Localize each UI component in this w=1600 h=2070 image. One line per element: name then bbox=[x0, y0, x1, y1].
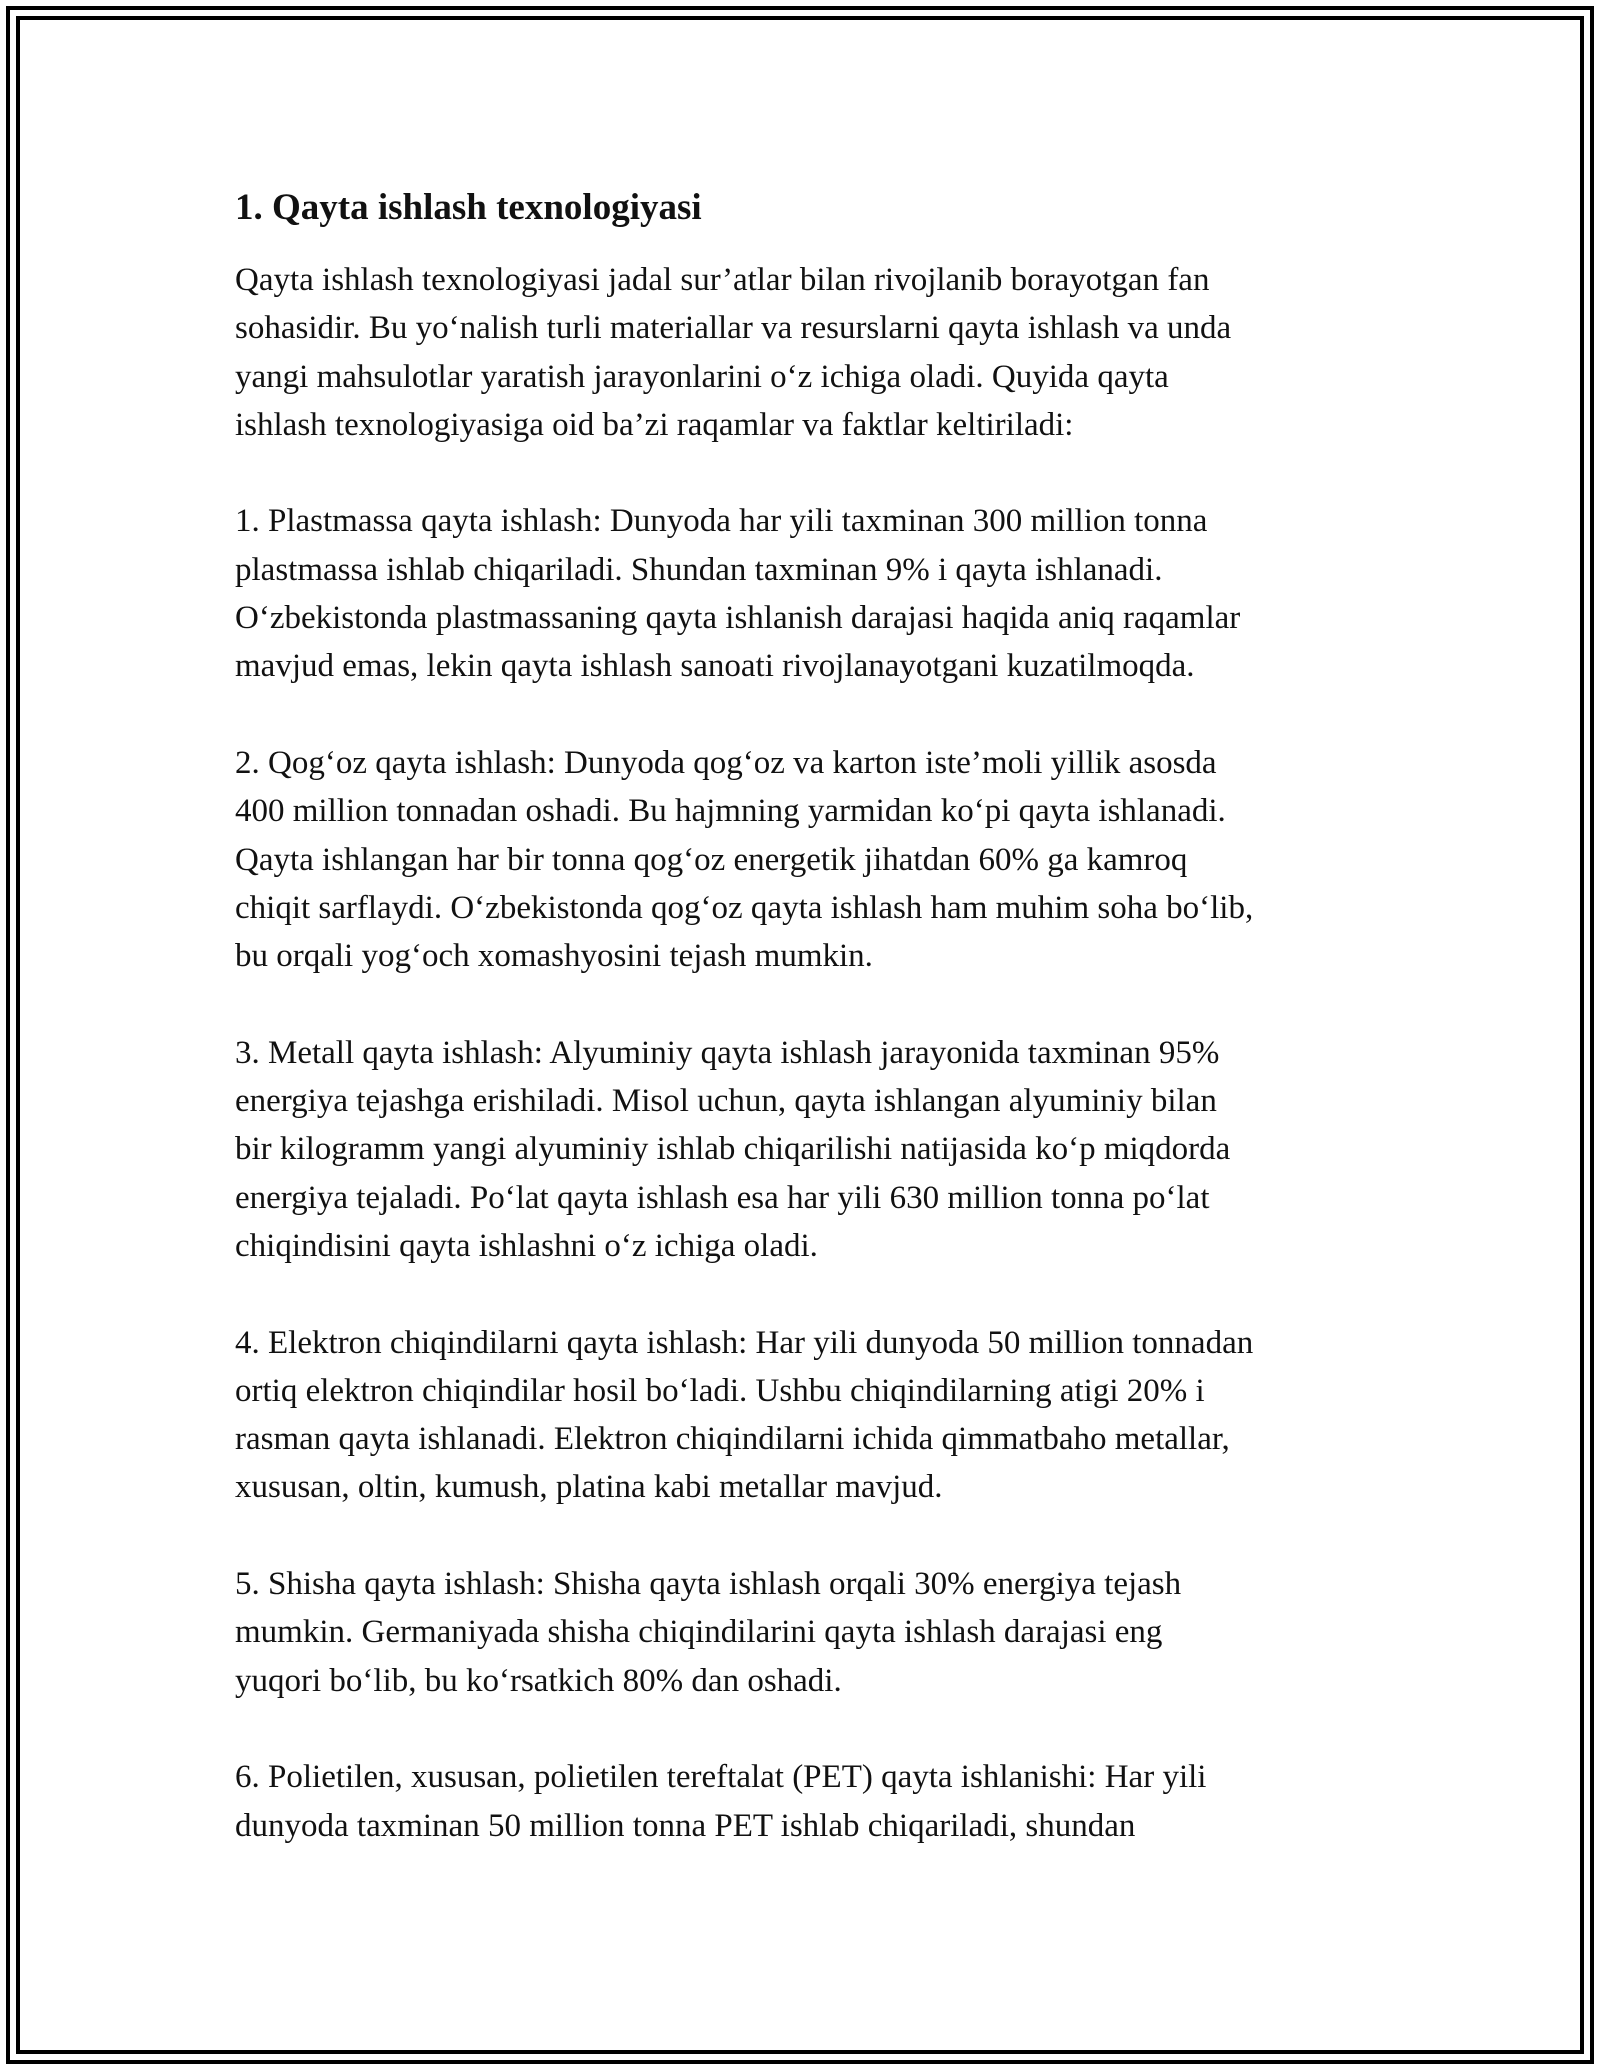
list-item-paper: 2. Qog‘oz qayta ishlash: Dunyoda qog‘oz va karton iste’moli yillik asosda 400 million tonnadan oshadi. Bu hajmning yarmidan ko‘pi qayta ishlanadi. Qayta ishlangan har bir tonna qog‘oz energetik jihatdan 60% ga kamroq chiqit sarflaydi. O‘zbekistonda qog‘oz qayta ishlash ham muhim soha bo‘lib, bu orqali yog‘och xomashyosini tejash mumkin. bbox=[235, 744, 1254, 975]
list-item-electronic: 4. Elektron chiqindilarni qayta ishlash: Har yili dunyoda 50 million tonnadan ortiq elektron chiqindilar hosil bo‘ladi. Ushbu chiqindilarning atigi 20% i rasman qayta ishlanadi. Elektron chiqindilarni ichida qimmatbaho metallar, xususan, oltin, kumush, platina kabi metallar mavjud. bbox=[235, 1324, 1254, 1506]
list-item-plastic: 1. Plastmassa qayta ishlash: Dunyoda har yili taxminan 300 million tonna plastmassa ishlab chiqariladi. Shundan taxminan 9% i qayta ishlanadi. O‘zbekistonda plastmassaning qayta ishlanish darajasi haqida aniq raqamlar mavjud emas, lekin qayta ishlash sanoati rivojlanayotgani kuzatilmoqda. bbox=[235, 503, 1241, 685]
list-item-glass: 5. Shisha qayta ishlash: Shisha qayta ishlash orqali 30% energiya tejash mumkin. Germaniyada shisha chiqindilarini qayta ishlash darajasi eng yuqori bo‘lib, bu ko‘rsatkich 80% dan oshadi. bbox=[235, 1566, 1182, 1699]
section-heading: 1. Qayta ishlash texnologiyasi bbox=[235, 187, 702, 228]
intro-paragraph: Qayta ishlash texnologiyasi jadal sur’atlar bilan rivojlanib borayotgan fan sohasidir. Bu yo‘nalish turli materiallar va resurslarni qayta ishlash va unda yangi mahsulotlar yaratish jarayonlarini o‘z ichiga oladi. Quyida qayta ishlash texnologiyasiga oid ba’zi raqamlar va faktlar keltiriladi: bbox=[235, 262, 1232, 443]
list-item-pet: 6. Polietilen, xususan, polietilen tereftalat (PET) qayta ishlanishi: Har yili dunyoda taxminan 50 million tonna PET ishlab chiqariladi, shundan bbox=[235, 1759, 1207, 1844]
list-item-metal: 3. Metall qayta ishlash: Alyuminiy qayta ishlash jarayonida taxminan 95% energiya tejashga erishiladi. Misol uchun, qayta ishlangan alyuminiy bilan bir kilogramm yangi alyuminiy ishlab chiqarilishi natijasida ko‘p miqdorda energiya tejaladi. Po‘lat qayta ishlash esa har yili 630 million tonna po‘lat chiqindisini qayta ishlashni o‘z ichiga oladi. bbox=[235, 1034, 1231, 1264]
document-body bbox=[235, 186, 1375, 1898]
